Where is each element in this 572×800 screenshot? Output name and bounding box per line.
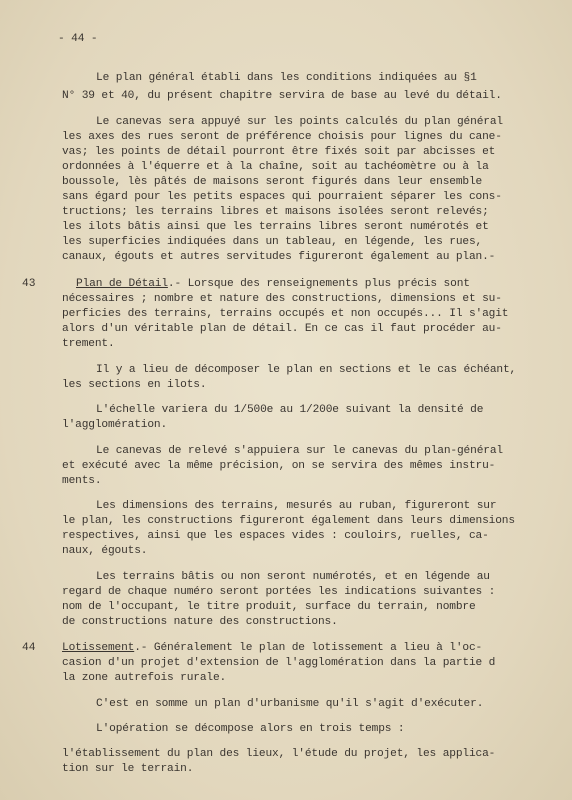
text-line: sans égard pour les petits espaces qui pourraient séparer les cons- xyxy=(62,191,502,203)
text-line: Il y a lieu de décomposer le plan en sections et le cas échéant, xyxy=(96,364,517,376)
text-line: N° 39 et 40, du présent chapitre servira de base au levé du détail. xyxy=(62,90,502,102)
section-heading: Lotissement xyxy=(62,642,135,654)
text-line: l'établissement du plan des lieux, l'étude du projet, les applica- xyxy=(62,748,496,760)
text-line: les sections en ilots. xyxy=(62,379,207,391)
text-line: les axes des rues seront de préférence choisis pour lignes du cane- xyxy=(62,131,502,143)
text-line: perficies des terrains, terrains occupés et non occupés... Il s'agit xyxy=(62,308,509,320)
text-line: Les dimensions des terrains, mesurés au ruban, figureront sur xyxy=(96,500,497,512)
text-line: vas; les points de détail pourront être fixés soit par abcisses et xyxy=(62,146,496,158)
text-line: nécessaires ; nombre et nature des constructions, dimensions et su- xyxy=(62,293,502,305)
text-line: naux, égouts. xyxy=(62,545,148,557)
text-line: ments. xyxy=(62,475,102,487)
page-number: - 44 - xyxy=(58,33,98,45)
text-line: L'opération se décompose alors en trois temps : xyxy=(96,723,405,735)
text-span: .- Généralement le plan de lotissement a lieu à l'oc- xyxy=(134,642,483,654)
text-span: .- Lorsque des renseignements plus précis sont xyxy=(167,278,470,290)
text-line: alors d'un véritable plan de détail. En ce cas il faut procéder au- xyxy=(62,323,502,335)
text-line: ordonnées à l'équerre et à la chaîne, soit au tachéomètre ou à la xyxy=(62,161,489,173)
text-line: regard de chaque numéro seront portées les indications suivantes : xyxy=(62,586,496,598)
text-line: tion sur le terrain. xyxy=(62,763,194,775)
text-line: de constructions nature des constructions. xyxy=(62,616,338,628)
text-line: respectives, ainsi que les espaces vides : couloirs, ruelles, ca- xyxy=(62,530,489,542)
text-line: boussole, lès pâtés de maisons seront figurés dans leur ensemble xyxy=(62,176,483,188)
text-line: Le canevas sera appuyé sur les points calculés du plan général xyxy=(96,116,503,128)
text-line: la zone autrefois rurale. xyxy=(62,672,227,684)
text-line: canaux, égouts et autres servitudes figureront également au plan.- xyxy=(62,251,496,263)
text-line: les ilots bâtis ainsi que les terrains libres seront numérotés et xyxy=(62,221,489,233)
text-line: C'est en somme un plan d'urbanisme qu'il s'agit d'exécuter. xyxy=(96,698,484,710)
text-line: et exécuté avec la même précision, on se servira des mêmes instru- xyxy=(62,460,496,472)
text-line: Le plan général établi dans les conditions indiquées au §1 xyxy=(96,72,477,84)
text-line: le plan, les constructions figureront également dans leurs dimensions xyxy=(62,515,515,527)
text-line: Les terrains bâtis ou non seront numérotés, et en légende au xyxy=(96,571,490,583)
text-line: trement. xyxy=(62,338,115,350)
text-line: L'échelle variera du 1/500e au 1/200e suivant la densité de xyxy=(96,404,484,416)
text-line: tructions; les terrains libres et maisons isolées seront relevés; xyxy=(62,206,489,218)
text-line: les superficies indiquées dans un tableau, en légende, les rues, xyxy=(62,236,483,248)
section-heading: Plan de Détail xyxy=(76,278,168,290)
section-number: 44 xyxy=(22,642,36,654)
section-first-line xyxy=(76,278,470,291)
section-number: 43 xyxy=(22,278,36,290)
text-line: Le canevas de relevé s'appuiera sur le canevas du plan-général xyxy=(96,445,503,457)
text-line: nom de l'occupant, le titre produit, surface du terrain, nombre xyxy=(62,601,476,613)
section-first-line xyxy=(62,642,482,655)
text-line: casion d'un projet d'extension de l'agglomération dans la partie d xyxy=(62,657,496,669)
text-line: l'agglomération. xyxy=(62,419,168,431)
